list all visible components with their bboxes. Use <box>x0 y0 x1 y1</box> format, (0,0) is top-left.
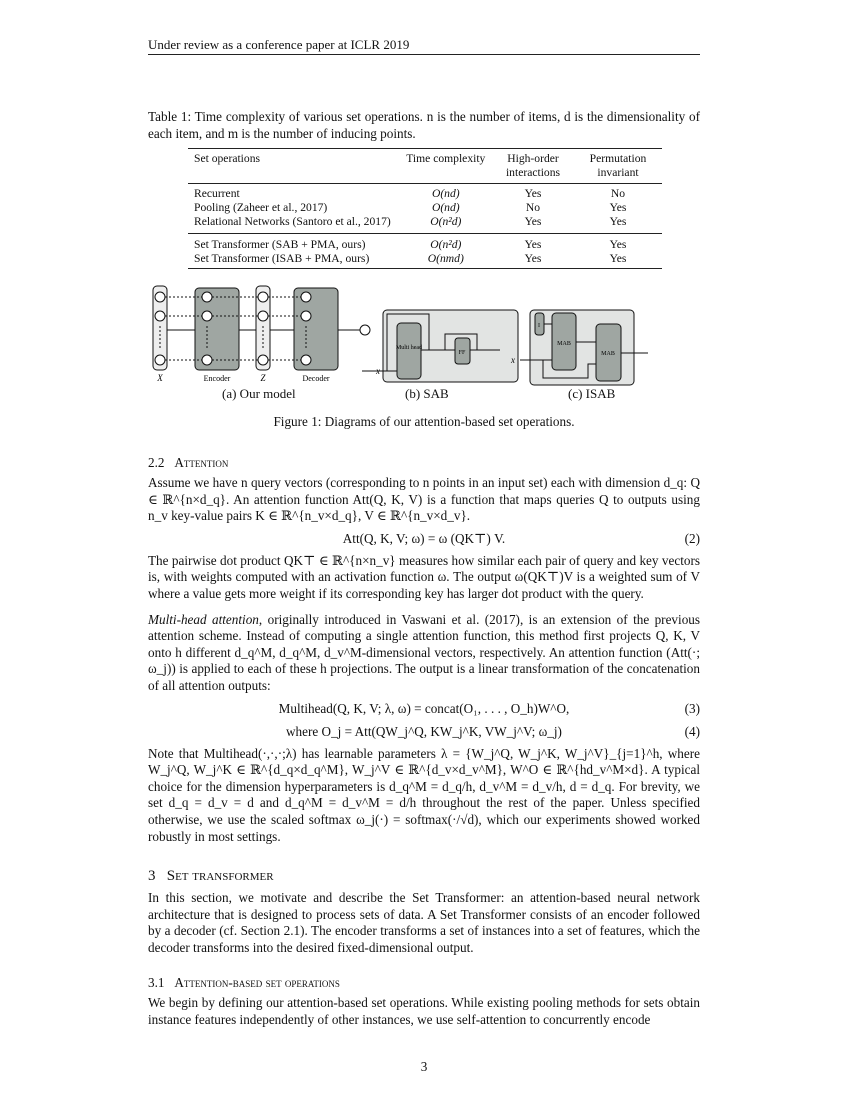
paragraph: Multi-head attention, originally introduced in Vaswani et al. (2017), is an extension of the previous attention scheme. Instead of computing a single attention function, this method first projects Q, K, V onto h different d_q^M, d_q^M, d_v^M-dimensional vectors, respectively. An attention function (Att(·; ω_j)) is applied to each of these h projections. The output is a linear transformation of the concatenation of all attention outputs: <box>148 611 701 693</box>
table-cell: O(n²d) <box>430 238 462 251</box>
table-cell: Yes <box>609 252 627 265</box>
body-text <box>148 0 700 1105</box>
multihead-label: Multi head <box>395 345 423 351</box>
table-cell: No <box>610 187 626 200</box>
section-heading-3: 3 Set transformer <box>148 868 274 885</box>
decoder-label: Decoder <box>302 374 330 383</box>
section-heading-2-2: 2.2 Attention <box>148 455 229 470</box>
page-number: 3 <box>420 1058 428 1074</box>
subcaption-b: (b) SAB <box>405 386 449 401</box>
equation-4: where O_j = Att(QW_j^Q, KW_j^K, VW_j^V; ω_j) (4) <box>286 723 700 739</box>
paragraph: In this section, we motivate and describe the Set Transformer: an attention-based neural network architecture that is designed to process sets of data. A Set Transformer consists of an encoder followed by a decoder (cf. Section 2.1). The encoder transforms a set of instances into a set of features, which the decoder transforms into the desired fixed-dimensional output. <box>148 890 700 955</box>
table-cell: Set Transformer (ISAB + PMA, ours) <box>194 252 370 265</box>
table-cell: Pooling (Zaheer et al., 2017) <box>194 201 328 214</box>
z-label: Z <box>260 373 266 383</box>
paragraph: The pairwise dot product QK⊤ ∈ ℝ^{n×n_v} measures how similar each pair of query and key vectors is, with weights computed with an activation function ω. The output ω(QK⊤)V is a weighted sum of V where a value gets more weight if its corresponding key has larger dot product with the query. <box>148 552 700 601</box>
column-header: Permutation invariant <box>589 152 647 179</box>
paragraph: Note that Multihead(·,·,·;λ) has learnable parameters λ = {W_j^Q, W_j^K, W_j^V}_{j=1}^h, where W_j^Q, W_j^K ∈ ℝ^{d_q×d_q^M}, W_j^V ∈ ℝ^{d_v×d_v^M}, W^O ∈ ℝ^{hd_v^M×d}. A typical choice for the dimension hyperparameters is d_q^M = d_q/h, d_v^M = d_v/h, d = d_q. For brevity, we set d_q = d_v = d and d_q^M = d_v^M = d/h throughout the rest of the paper. Unless specified otherwise, we use the scaled softmax ω_j(·) = softmax(·/√d), which our experiments showed worked robustly in most settings. <box>148 745 700 844</box>
table-caption: Table 1: Time complexity of various set operations. n is the number of items, d is the dimensionality of each item, and m is the number of inducing points. <box>148 109 700 141</box>
mab-label: MAB <box>601 351 615 357</box>
inducing-points-label: I <box>538 323 540 329</box>
sab-x-label: x <box>376 366 380 376</box>
table-cell: Yes <box>524 252 542 265</box>
table-cell: O(nd) <box>431 187 460 200</box>
encoder-label: Encoder <box>203 374 231 383</box>
column-header: Set operations <box>194 152 261 165</box>
x-label: X <box>157 373 163 383</box>
table-cell: Yes <box>524 238 542 251</box>
figure-caption: Figure 1: Diagrams of our attention-based set operations. <box>273 414 575 429</box>
isab-x-label: x <box>511 355 515 365</box>
table-cell: Yes <box>609 201 627 214</box>
subcaption-a: (a) Our model <box>222 386 296 401</box>
paragraph: Assume we have n query vectors (corresponding to n points in an input set) each with dimension d_q: Q ∈ ℝ^{n×d_q}. An attention function Att(Q, K, V) is a function that maps queries Q to outputs using n_v key-value pairs K ∈ ℝ^{n_v×d_q}, V ∈ ℝ^{n_v×d_v}. <box>148 475 700 524</box>
mab-label: MAB <box>557 341 571 347</box>
table-cell: Yes <box>524 215 542 228</box>
table-cell: No <box>525 201 541 214</box>
paragraph: We begin by defining our attention-based set operations. While existing pooling methods for sets obtain instance features independently of other instances, we use self-attention to concurrently encode <box>148 995 700 1028</box>
table-cell: Relational Networks (Santoro et al., 2017) <box>194 215 391 228</box>
table-cell: O(nd) <box>431 201 460 214</box>
column-header: Time complexity <box>406 152 486 165</box>
column-header: High-order interactions <box>505 152 561 179</box>
equation-2: Att(Q, K, V; ω) = ω (QK⊤) V. (2) <box>342 530 700 546</box>
equation-3: Multihead(Q, K, V; λ, ω) = concat(O₁, . . . , O_h)W^O, (3) <box>278 700 700 716</box>
running-header: Under review as a conference paper at ICLR 2019 <box>148 37 410 52</box>
table-cell: Yes <box>609 238 627 251</box>
table-cell: Set Transformer (SAB + PMA, ours) <box>194 238 366 251</box>
ff-label: FF <box>458 350 466 356</box>
section-heading-3-1: 3.1 Attention-based set operations <box>148 975 340 991</box>
table-cell: Recurrent <box>194 187 240 200</box>
table-cell: O(n²d) <box>430 215 462 228</box>
table-cell: Yes <box>524 187 542 200</box>
table-cell: Yes <box>609 215 627 228</box>
table-cell: O(nmd) <box>427 252 464 265</box>
subcaption-c: (c) ISAB <box>568 386 616 401</box>
